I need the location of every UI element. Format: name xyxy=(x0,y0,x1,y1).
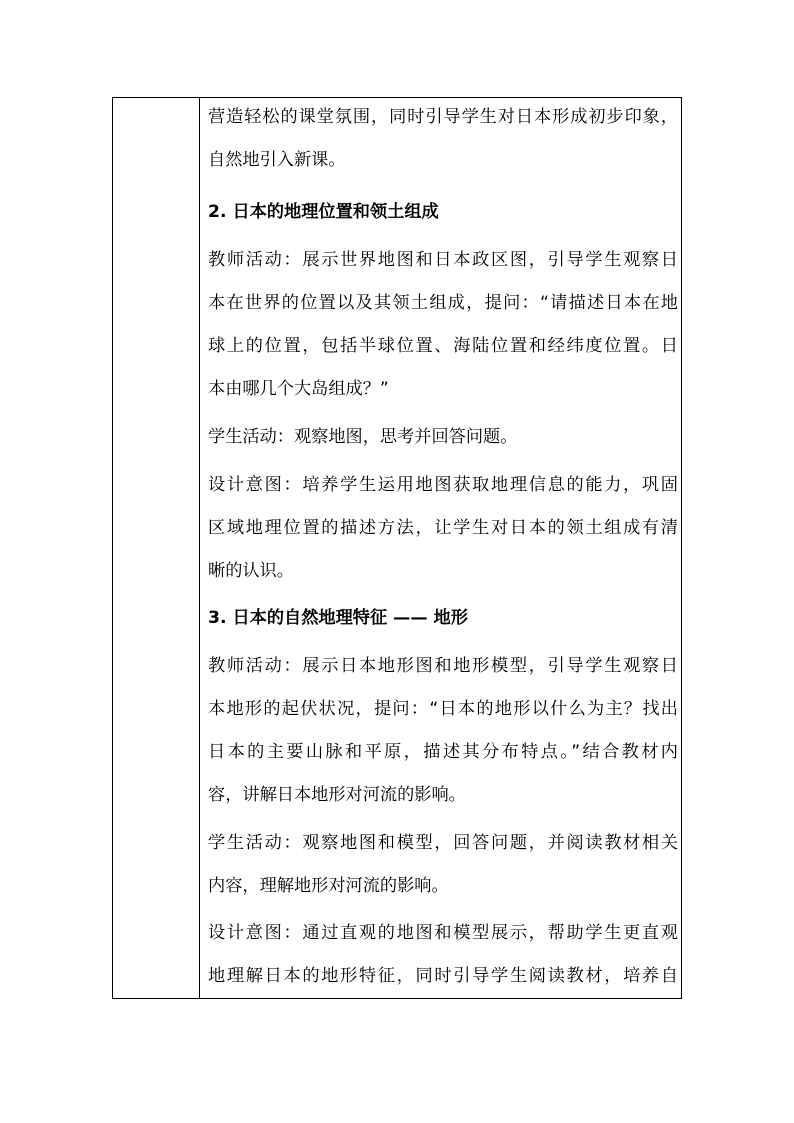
section-2-teacher-line-4: 本由哪几个大岛组成？” xyxy=(208,379,389,399)
section-3-teacher-line-1: 教师活动：展示日本地形图和地形模型，引导学生观察日 xyxy=(208,656,678,676)
section-3-teacher-line-3: 日本的主要山脉和平原，描述其分布特点。”结合教材内 xyxy=(208,742,678,762)
section-3-student-line-1: 学生活动：观察地图和模型，回答问题，并阅读教材相关 xyxy=(208,833,678,853)
column-divider xyxy=(199,98,200,998)
section-3-teacher-line-4: 容，讲解日本地形对河流的影响。 xyxy=(208,785,466,805)
section-2-student-line: 学生活动：观察地图，思考并回答问题。 xyxy=(208,427,518,447)
section-3-heading: 3. 日本的自然地理特征 —— 地形 xyxy=(208,608,468,628)
section-2-teacher-line-3: 球上的位置，包括半球位置、海陆位置和经纬度位置。日 xyxy=(208,336,678,356)
section-2-heading: 2. 日本的地理位置和领土组成 xyxy=(208,202,439,222)
section-2-design-line-1: 设计意图：培养学生运用地图获取地理信息的能力，巩固 xyxy=(208,475,678,495)
section-2-design-line-2: 区域地理位置的描述方法，让学生对日本的领土组成有清 xyxy=(208,518,678,538)
section-2-teacher-line-2: 本在世界的位置以及其领土组成，提问：“请描述日本在地 xyxy=(208,293,678,313)
lesson-plan-table xyxy=(112,97,682,999)
intro-line-1: 营造轻松的课堂氛围，同时引导学生对日本形成初步印象， xyxy=(208,107,678,127)
section-3-design-line-1: 设计意图：通过直观的地图和模型展示，帮助学生更直观 xyxy=(208,923,678,943)
section-3-design-line-2: 地理解日本的地形特征，同时引导学生阅读教材，培养自 xyxy=(208,966,678,986)
section-3-teacher-line-2: 本地形的起伏状况，提问：“日本的地形以什么为主？找出 xyxy=(208,699,678,719)
section-2-design-line-3: 晰的认识。 xyxy=(208,561,294,581)
section-3-student-line-2: 内容，理解地形对河流的影响。 xyxy=(208,876,449,896)
section-2-teacher-line-1: 教师活动：展示世界地图和日本政区图，引导学生观察日 xyxy=(208,250,678,270)
intro-line-2: 自然地引入新课。 xyxy=(208,150,346,170)
